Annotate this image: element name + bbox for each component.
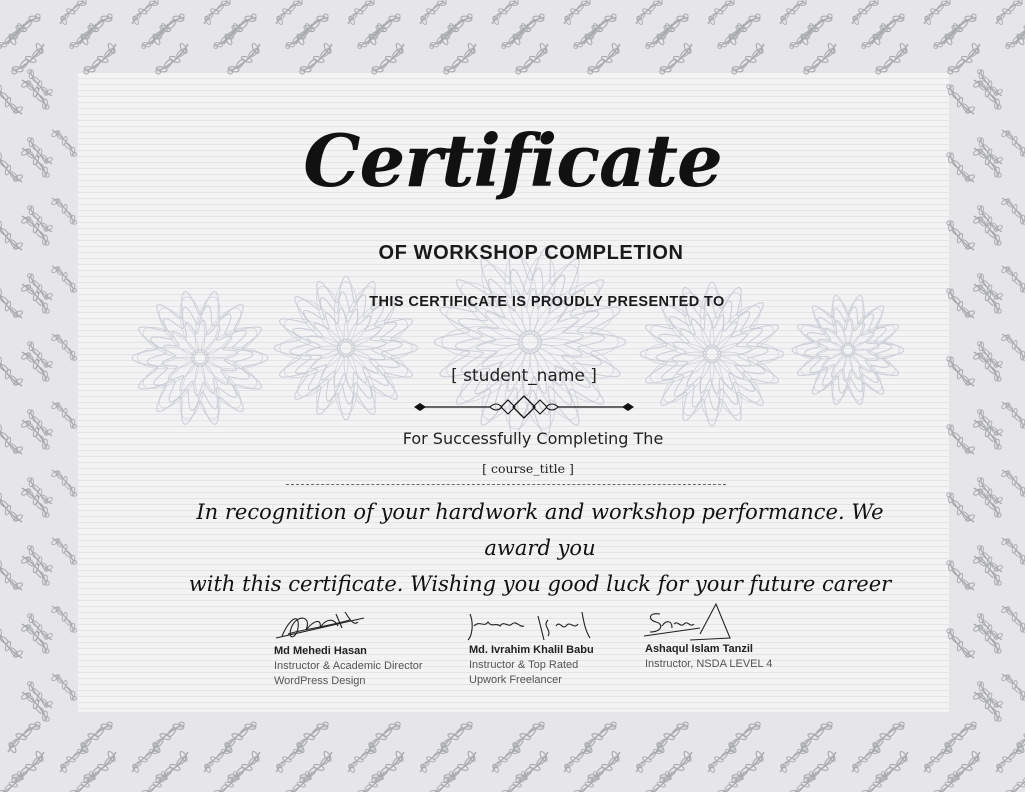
signer-name: Md Mehedi Hasan [274, 645, 367, 657]
floral-sprig-icon [876, 42, 909, 73]
floral-sprig-icon [732, 750, 765, 781]
floral-sprig-icon [84, 42, 117, 73]
recognition-line-1: In recognition of your hardwork and workshop performance. We award you [196, 500, 884, 560]
floral-sprig-icon [444, 42, 477, 73]
floral-sprig-icon [564, 748, 591, 774]
floral-sprig-icon [492, 748, 519, 774]
floral-sprig-icon [152, 722, 185, 753]
floral-sprig-icon [224, 14, 257, 45]
signer-name: Ashaqul Islam Tanzil [645, 643, 753, 655]
floral-sprig-icon [0, 85, 23, 115]
floral-sprig-icon [300, 750, 333, 781]
ornamental-divider [414, 396, 634, 418]
floral-sprig-icon [372, 750, 405, 781]
floral-sprig-icon [804, 42, 837, 73]
floral-sprig-icon [1001, 538, 1025, 565]
floral-sprig-icon [152, 14, 185, 45]
floral-sprig-icon [708, 748, 735, 774]
floral-sprig-icon [656, 722, 689, 753]
floral-sprig-icon [28, 206, 54, 233]
floral-sprig-icon [204, 0, 231, 25]
floral-sprig-icon [872, 722, 905, 753]
floral-sprig-icon [80, 14, 113, 45]
signer-role: Instructor & Top Rated [469, 659, 579, 671]
signer-block-1 [274, 644, 423, 689]
floral-sprig-icon [947, 561, 976, 591]
floral-sprig-icon [28, 546, 54, 573]
floral-sprig-icon [516, 750, 549, 781]
floral-sprig-icon [276, 0, 303, 25]
completing-line: For Successfully Completing The [402, 429, 664, 448]
floral-sprig-icon [28, 478, 54, 505]
floral-sprig-icon [876, 750, 909, 781]
recognition-text [170, 494, 910, 602]
floral-sprig-icon [947, 493, 976, 523]
floral-sprig-icon [228, 750, 261, 781]
floral-sprig-icon [804, 750, 837, 781]
floral-sprig-icon [228, 42, 261, 73]
floral-sprig-icon [28, 682, 54, 709]
floral-sprig-icon [60, 748, 87, 774]
floral-sprig-icon [728, 722, 761, 753]
floral-sprig-icon [996, 0, 1023, 25]
floral-sprig-icon [444, 750, 477, 781]
floral-sprig-icon [708, 0, 735, 25]
floral-sprig-icon [588, 42, 621, 73]
floral-sprig-icon [296, 14, 329, 45]
floral-sprig-icon [348, 748, 375, 774]
signature-ivrahim-khalil [468, 612, 590, 640]
floral-sprig-icon [1001, 402, 1025, 429]
floral-sprig-icon [420, 748, 447, 774]
floral-sprig-icon [51, 674, 77, 701]
floral-sprig-icon [1001, 674, 1025, 701]
floral-sprig-icon [0, 561, 23, 591]
floral-sprig-icon [28, 614, 54, 641]
floral-sprig-icon [51, 266, 77, 293]
floral-sprig-icon [60, 0, 87, 25]
course-title-placeholder: [ course_title ] [482, 461, 574, 476]
floral-sprig-icon [780, 748, 807, 774]
certificate-title: Certificate [303, 118, 722, 203]
signer-role: Instructor, NSDA LEVEL 4 [645, 658, 773, 670]
floral-sprig-icon [947, 629, 976, 659]
floral-sprig-icon [564, 0, 591, 25]
floral-sprig-icon [204, 748, 231, 774]
signature-mehedi [276, 612, 364, 638]
floral-sprig-icon [420, 0, 447, 25]
student-name-placeholder: [ student_name ] [451, 366, 597, 386]
floral-sprig-icon [588, 750, 621, 781]
floral-sprig-icon [660, 42, 693, 73]
floral-sprig-icon [51, 538, 77, 565]
floral-sprig-icon [132, 748, 159, 774]
course-dashed-underline [286, 484, 726, 485]
floral-sprig-icon [28, 70, 54, 97]
floral-sprig-icon [732, 42, 765, 73]
certificate-subtitle: OF WORKSHOP COMPLETION [378, 242, 684, 264]
floral-sprig-icon [852, 0, 879, 25]
floral-sprig-icon [348, 0, 375, 25]
signer-role-secondary: WordPress Design [274, 675, 366, 687]
floral-sprig-icon [132, 0, 159, 25]
floral-sprig-icon [947, 85, 976, 115]
floral-sprig-icon [440, 14, 473, 45]
presented-to-line: THIS CERTIFICATE IS PROUDLY PRESENTED TO [369, 294, 725, 310]
floral-sprig-icon [8, 14, 41, 45]
floral-sprig-icon [12, 42, 45, 73]
signer-block-3 [645, 642, 772, 672]
signature-samir [644, 604, 730, 640]
floral-sprig-icon [12, 750, 45, 781]
floral-sprig-icon [296, 722, 329, 753]
floral-sprig-icon [1001, 266, 1025, 293]
floral-sprig-icon [656, 14, 689, 45]
floral-sprig-icon [1001, 334, 1025, 361]
floral-sprig-icon [84, 750, 117, 781]
guilloche-rosette-icon [434, 248, 626, 436]
floral-sprig-icon [368, 722, 401, 753]
floral-sprig-icon [584, 722, 617, 753]
floral-sprig-icon [300, 42, 333, 73]
floral-sprig-icon [156, 750, 189, 781]
signer-block-2 [469, 643, 594, 688]
floral-sprig-icon [944, 14, 977, 45]
floral-sprig-icon [492, 0, 519, 25]
floral-sprig-icon [944, 722, 977, 753]
floral-sprig-icon [51, 402, 77, 429]
floral-sprig-icon [948, 42, 981, 73]
floral-sprig-icon [8, 722, 41, 753]
signer-name: Md. Ivrahim Khalil Babu [469, 644, 594, 656]
floral-sprig-icon [872, 14, 905, 45]
floral-sprig-icon [948, 750, 981, 781]
floral-sprig-icon [0, 493, 23, 523]
floral-sprig-icon [636, 0, 663, 25]
floral-sprig-icon [800, 722, 833, 753]
floral-sprig-icon [660, 750, 693, 781]
floral-sprig-icon [440, 722, 473, 753]
floral-sprig-icon [636, 748, 663, 774]
floral-sprig-icon [512, 722, 545, 753]
floral-sprig-icon [51, 334, 77, 361]
signer-role-secondary: Upwork Freelancer [469, 674, 562, 686]
floral-sprig-icon [512, 14, 545, 45]
floral-sprig-icon [924, 0, 951, 25]
floral-sprig-icon [800, 14, 833, 45]
floral-sprig-icon [516, 42, 549, 73]
floral-sprig-icon [276, 748, 303, 774]
floral-sprig-icon [224, 722, 257, 753]
guilloche-rosette-icon [792, 295, 904, 404]
floral-sprig-icon [780, 0, 807, 25]
floral-sprig-icon [852, 748, 879, 774]
signer-role: Instructor & Academic Director [274, 660, 423, 672]
floral-sprig-icon [51, 606, 77, 633]
guilloche-rosettes [132, 248, 904, 436]
floral-sprig-icon [728, 14, 761, 45]
recognition-line-2: with this certificate. Wishing you good luck for your future career [188, 572, 892, 596]
floral-sprig-icon [28, 342, 54, 369]
floral-sprig-icon [0, 629, 23, 659]
floral-sprig-icon [1001, 606, 1025, 633]
floral-sprig-icon [372, 42, 405, 73]
floral-sprig-icon [1006, 771, 1025, 792]
floral-sprig-icon [996, 748, 1023, 774]
floral-sprig-icon [156, 42, 189, 73]
floral-sprig-icon [80, 722, 113, 753]
floral-sprig-icon [924, 748, 951, 774]
guilloche-rosette-icon [132, 292, 268, 425]
floral-sprig-icon [368, 14, 401, 45]
floral-sprig-icon [584, 14, 617, 45]
